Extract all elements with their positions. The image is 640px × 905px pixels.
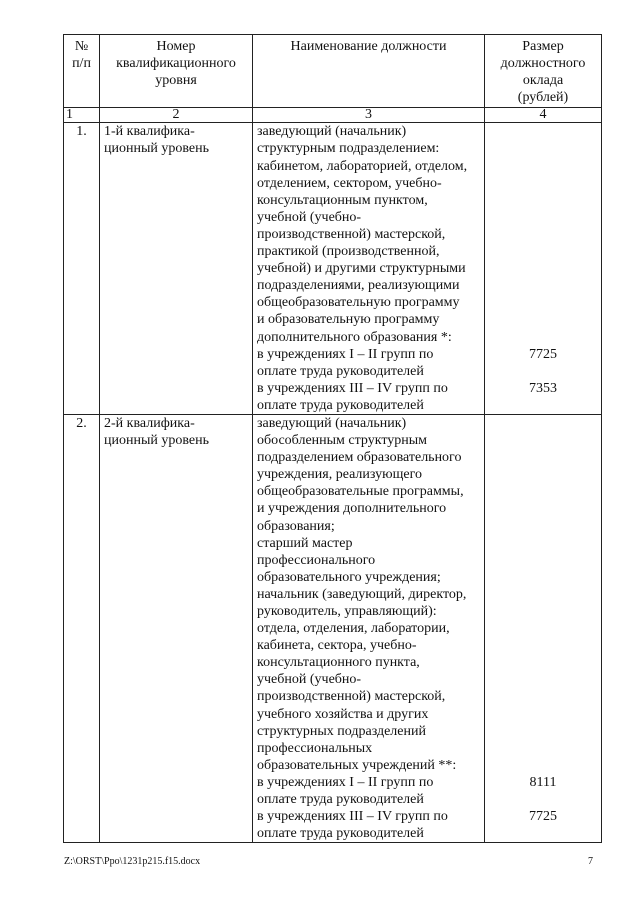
position-text-line: отдела, отделения, лаборатории,: [257, 621, 450, 637]
salary-value: 8111: [529, 774, 557, 790]
column-number: 2: [100, 108, 253, 123]
level-text-line: ционный уровень: [104, 141, 209, 157]
position-text-line: профессиональных: [257, 740, 373, 756]
position-text-line: консультационным пунктом,: [257, 192, 428, 208]
position-text-line: оплате труда руководителей: [257, 397, 424, 413]
position-text-line: учебной (учебно-: [257, 209, 362, 225]
position-text-line: заведующий (начальник): [257, 124, 407, 140]
row-number: 2.: [64, 414, 100, 842]
position-text-line: подразделением образовательного: [257, 450, 462, 466]
column-number: 1: [64, 108, 100, 123]
footer-page-number: 7: [588, 856, 593, 867]
position-text-line: заведующий (начальник): [257, 415, 407, 431]
position-text-line: структурным подразделением:: [257, 141, 440, 157]
header-text: должностного: [500, 56, 586, 72]
position-text-line: общеобразовательные программы,: [257, 484, 464, 500]
position-text-line: в учреждениях III – IV групп по: [257, 809, 448, 825]
position-text-line: общеобразовательную программу: [257, 295, 460, 311]
header-text: Наименование должности: [290, 39, 447, 54]
table-body: [64, 123, 602, 843]
salary-table: [63, 34, 602, 843]
position-text-line: учреждения, реализующего: [257, 467, 422, 483]
position-text-line: начальник (заведующий, директор,: [257, 586, 467, 602]
position-text-line: старший мастер: [257, 535, 353, 551]
salary-amount: [485, 414, 602, 842]
position-text-line: оплате труда руководителей: [257, 792, 424, 808]
qualification-level: [100, 123, 253, 415]
qualification-level: [100, 414, 253, 842]
position-text-line: образовательных учреждений **:: [257, 757, 457, 773]
position-text-line: и учреждения дополнительного: [257, 501, 447, 517]
position-text-line: производственной) мастерской,: [257, 689, 446, 705]
level-text-line: 2-й квалифика-: [104, 415, 195, 431]
position-text-line: и образовательную программу: [257, 312, 440, 328]
salary-value: 7353: [529, 380, 557, 396]
salary-amount: [485, 123, 602, 415]
position-text-line: кабинета, сектора, учебно-: [257, 638, 417, 654]
position-text-line: образования;: [257, 518, 335, 534]
row-number: 1.: [64, 123, 100, 415]
column-number: 3: [253, 108, 485, 123]
position-text-line: отделением, сектором, учебно-: [257, 175, 442, 191]
footer-file-path: Z:\ORST\Ppo\1231p215.f15.docx: [64, 856, 201, 867]
position-text-line: структурных подразделений: [257, 723, 426, 739]
position-text-line: оплате труда руководителей: [257, 363, 424, 379]
header-level: [100, 35, 253, 108]
level-text-line: 1-й квалифика-: [104, 124, 195, 140]
header-text: оклада: [522, 73, 564, 89]
position-text-line: производственной) мастерской,: [257, 226, 446, 242]
position-name: [253, 414, 485, 842]
table-header-row: [64, 35, 602, 108]
column-number-row: [64, 108, 602, 123]
level-text-line: ционный уровень: [104, 433, 209, 449]
position-text-line: учебной (учебно-: [257, 672, 362, 688]
position-text-line: учебного хозяйства и других: [257, 706, 429, 722]
position-text-line: профессионального: [257, 552, 376, 568]
position-text-line: образовательного учреждения;: [257, 569, 441, 585]
header-text: (рублей): [517, 90, 569, 106]
header-position: [253, 35, 485, 108]
position-text-line: учебной) и другими структурными: [257, 261, 466, 277]
position-text-line: руководитель, управляющий):: [257, 604, 437, 619]
position-text-line: в учреждениях I – II групп по: [257, 346, 434, 362]
header-text: Размер: [522, 39, 564, 54]
header-text: уровня: [155, 73, 197, 89]
header-text: №: [74, 39, 89, 54]
header-text: п/п: [72, 56, 91, 72]
position-name: [253, 123, 485, 415]
salary-value: 7725: [529, 809, 557, 825]
header-number: [64, 35, 100, 108]
table-row: [64, 414, 602, 842]
position-text-line: подразделениями, реализующими: [257, 278, 460, 294]
position-text-line: оплате труда руководителей: [257, 826, 424, 842]
position-text-line: консультационного пункта,: [257, 655, 420, 671]
header-salary: [485, 35, 602, 108]
header-text: квалификационного: [116, 56, 236, 72]
salary-value: 7725: [529, 346, 557, 362]
position-text-line: дополнительного образования *:: [257, 329, 452, 345]
position-text-line: обособленным структурным: [257, 433, 428, 449]
header-text: Номер: [156, 39, 196, 54]
position-text-line: в учреждениях III – IV групп по: [257, 380, 448, 396]
column-number: 4: [485, 108, 602, 123]
position-text-line: кабинетом, лабораторией, отделом,: [257, 158, 468, 174]
table-row: [64, 123, 602, 415]
position-text-line: практикой (производственной,: [257, 244, 440, 260]
position-text-line: в учреждениях I – II групп по: [257, 774, 434, 790]
